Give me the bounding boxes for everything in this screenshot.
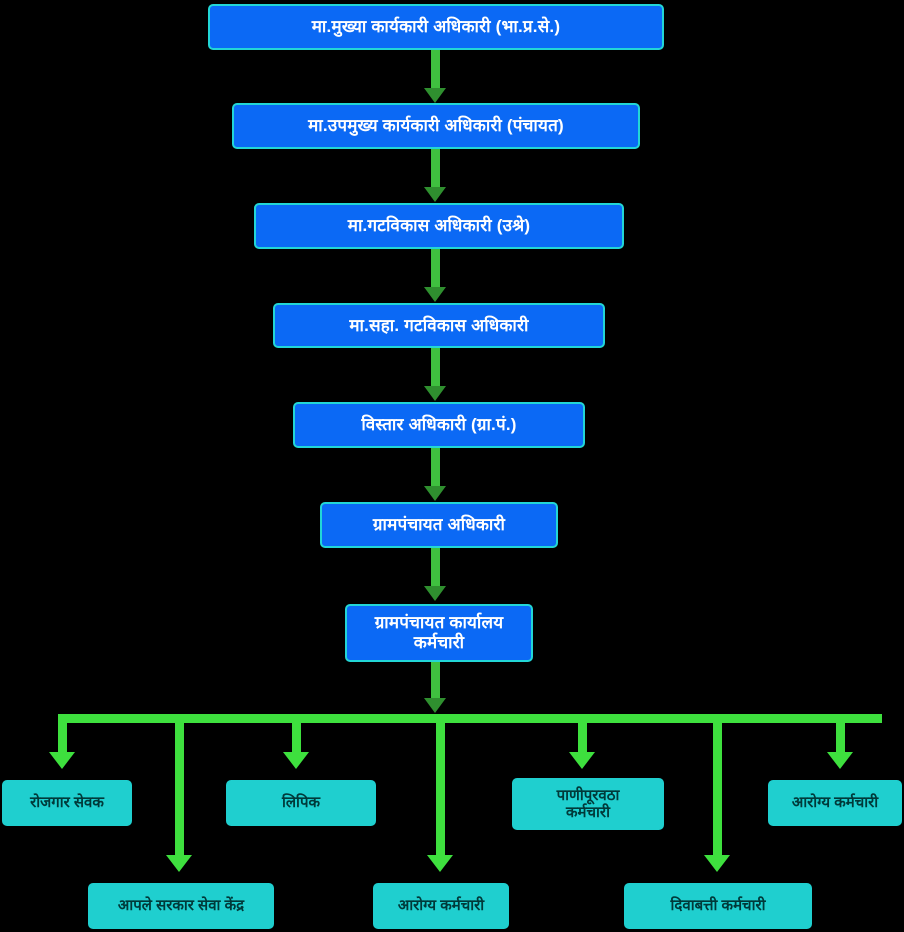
node-arogya-karmchari-2[interactable] xyxy=(373,883,509,929)
arrow-panipurvatha xyxy=(569,752,595,769)
arrow-asstbdo-to-extension xyxy=(424,386,446,401)
node-bdo-label: मा.गटविकास अधिकारी (उश्रे) xyxy=(347,216,531,236)
node-asst-bdo-label: मा.सहा. गटविकास अधिकारी xyxy=(349,315,529,335)
arrow-arogya-1 xyxy=(827,752,853,769)
node-aaple-sarkar-seva-kendra[interactable] xyxy=(88,883,274,929)
arrow-arogya-2 xyxy=(427,855,453,872)
node-lipik[interactable] xyxy=(226,780,376,826)
node-extension-officer-label: विस्तार अधिकारी (ग्रा.पं.) xyxy=(361,415,517,435)
node-panipurvatha-karmchari-label-line2: कर्मचारी xyxy=(566,804,610,821)
node-gp-office-staff-label-line2: कर्मचारी xyxy=(413,633,465,652)
node-panipurvatha-karmchari[interactable] xyxy=(512,778,664,830)
arrow-staff-to-bus xyxy=(424,698,446,713)
node-aaple-sarkar-seva-kendra-label: आपले सरकार सेवा केंद्र xyxy=(117,897,245,915)
node-arogya-karmchari-1[interactable] xyxy=(768,780,902,826)
arrow-extension-to-gpofficer xyxy=(424,486,446,501)
node-gp-office-staff[interactable] xyxy=(345,604,533,662)
node-dy-ceo[interactable] xyxy=(232,103,640,149)
node-gp-officer[interactable] xyxy=(320,502,558,548)
node-diwabatti-karmchari-label: दिवाबत्ती कर्मचारी xyxy=(670,897,766,915)
node-dy-ceo-label: मा.उपमुख्य कार्यकारी अधिकारी (पंचायत) xyxy=(308,116,564,136)
arrow-rojgar-sevak xyxy=(49,752,75,769)
node-gp-office-staff-label-line1: ग्रामपंचायत कार्यालय xyxy=(374,613,504,633)
node-diwabatti-karmchari[interactable] xyxy=(624,883,812,929)
node-arogya-karmchari-1-label: आरोग्य कर्मचारी xyxy=(791,794,879,812)
node-bdo[interactable] xyxy=(254,203,624,249)
arrow-gpofficer-to-staff xyxy=(424,586,446,601)
node-arogya-karmchari-2-label: आरोग्य कर्मचारी xyxy=(397,897,485,915)
arrow-diwabatti xyxy=(704,855,730,872)
drop-aaple-sarkar xyxy=(175,714,184,864)
node-lipik-label: लिपिक xyxy=(282,794,320,812)
drop-diwabatti xyxy=(713,714,722,864)
arrow-aaple-sarkar xyxy=(166,855,192,872)
arrow-bdo-to-asstbdo xyxy=(424,287,446,302)
node-ceo-label: मा.मुख्या कार्यकारी अधिकारी (भा.प्र.से.) xyxy=(311,17,561,37)
node-extension-officer[interactable] xyxy=(293,402,585,448)
arrow-dyceo-to-bdo xyxy=(424,187,446,202)
node-rojgar-sevak-label: रोजगार सेवक xyxy=(30,794,104,812)
arrow-ceo-to-dyceo xyxy=(424,88,446,103)
drop-arogya-2 xyxy=(436,714,445,864)
node-gp-officer-label: ग्रामपंचायत अधिकारी xyxy=(372,515,506,535)
arrow-lipik xyxy=(283,752,309,769)
node-ceo[interactable] xyxy=(208,4,664,50)
node-rojgar-sevak[interactable] xyxy=(2,780,132,826)
node-asst-bdo[interactable] xyxy=(273,303,605,348)
node-panipurvatha-karmchari-label-line1: पाणीपूरवठा xyxy=(556,786,620,804)
